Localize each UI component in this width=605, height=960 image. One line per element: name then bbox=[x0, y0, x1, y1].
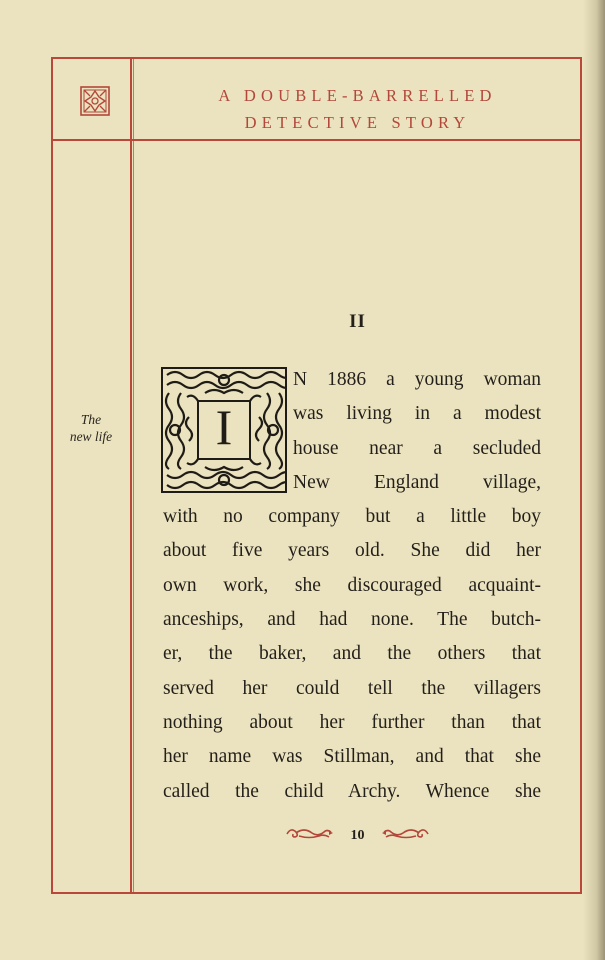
body-line-11: nothing about her further than that bbox=[163, 711, 541, 733]
body-line-9: er, the baker, and the others that bbox=[163, 643, 541, 665]
page-number: 10 bbox=[350, 827, 365, 843]
body-line-2: was living in a modest bbox=[293, 403, 541, 425]
scroll-flourish-left-icon bbox=[285, 826, 333, 845]
margin-divider-rule bbox=[130, 57, 132, 894]
body-line-4: New England village, bbox=[293, 471, 541, 493]
page-edge-shadow bbox=[583, 0, 605, 960]
body-line-1: N 1886 a young woman bbox=[293, 369, 541, 390]
body-line-3: house near a secluded bbox=[293, 437, 541, 459]
drop-cap-letter: I bbox=[215, 399, 233, 455]
body-line-8: anceships, and had none. The butch- bbox=[163, 609, 541, 631]
chapter-numeral: II bbox=[349, 311, 366, 332]
body-line-7: own work, she discouraged acquaint- bbox=[163, 574, 541, 596]
margin-note-line-1: The bbox=[80, 412, 102, 427]
frame-left-rule bbox=[51, 57, 53, 894]
body-text bbox=[163, 363, 541, 809]
folio bbox=[134, 826, 581, 845]
body-line-13: called the child Archy. Whence she bbox=[163, 780, 541, 802]
margin-divider-rule-inner bbox=[133, 57, 134, 894]
body-line-5: with no company but a little boy bbox=[163, 506, 541, 528]
margin-note-line-2: new life bbox=[69, 429, 113, 444]
celtic-knot-ornament-icon bbox=[80, 86, 110, 116]
running-head-line-2: DETECTIVE STORY bbox=[244, 113, 471, 132]
body-line-10: served her could tell the villagers bbox=[163, 677, 541, 699]
frame-right-rule bbox=[580, 57, 582, 894]
body-line-6: about five years old. She did her bbox=[163, 540, 541, 562]
margin-note bbox=[52, 411, 130, 445]
body-line-12: her name was Stillman, and that she bbox=[163, 746, 541, 768]
running-head bbox=[134, 82, 581, 136]
scroll-flourish-right-icon bbox=[382, 826, 430, 845]
running-head-line-1: A DOUBLE-BARRELLED bbox=[218, 86, 497, 105]
